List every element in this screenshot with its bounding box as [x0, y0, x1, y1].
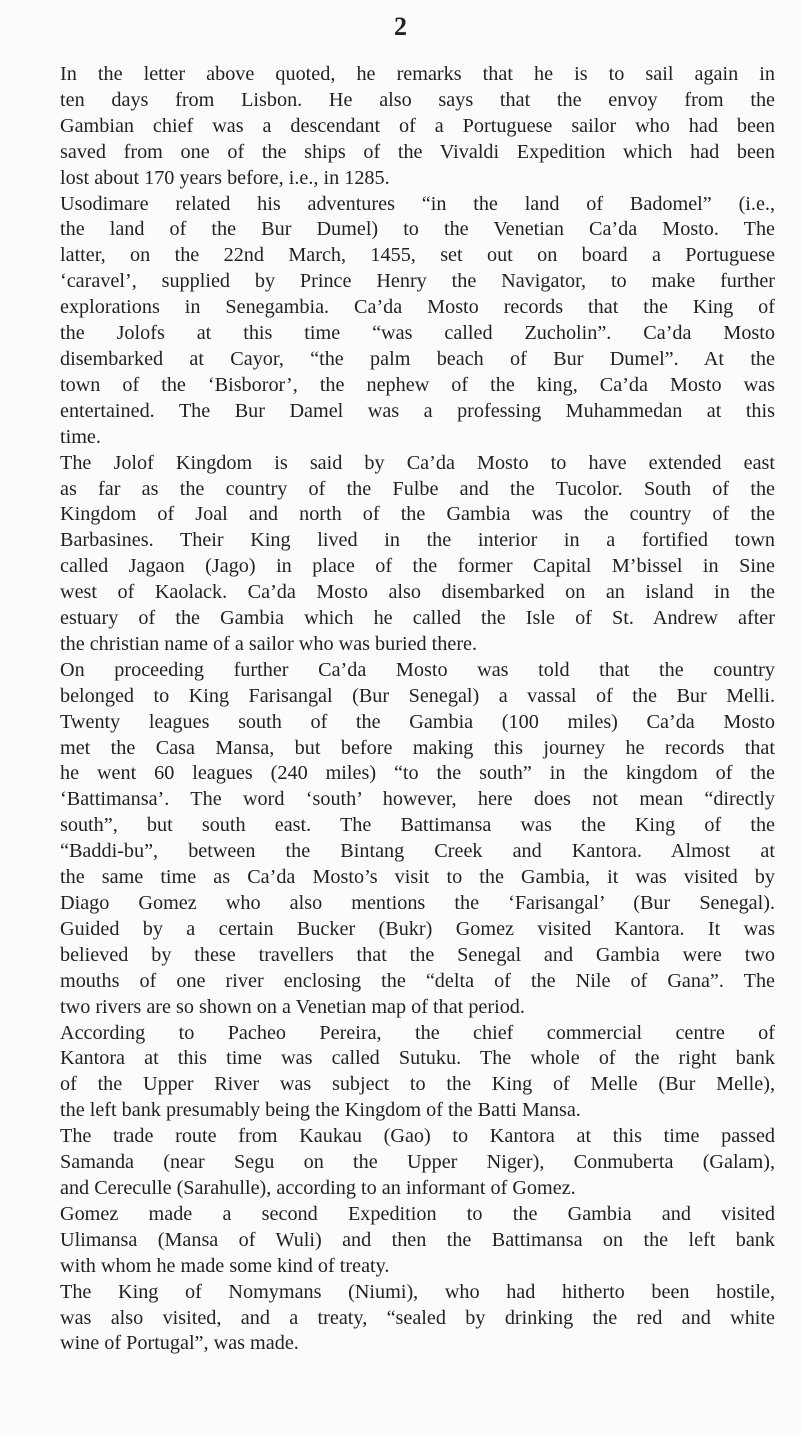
text-line: Guided by a certain Bucker (Bukr) Gomez visited Kantora. It was [60, 917, 775, 940]
body-text [60, 62, 775, 1357]
text-line: Kingdom of Joal and north of the Gambia was the country of the [60, 503, 775, 526]
text-line: Kantora at this time was called Sutuku. The whole of the right bank [60, 1047, 775, 1070]
text-line: wine of Portugal”, was made. [60, 1332, 299, 1355]
text-line: On proceeding further Ca’da Mosto was told that the country [60, 658, 775, 681]
text-line: According to Pacheo Pereira, the chief commercial centre of [60, 1021, 775, 1044]
text-line: Diago Gomez who also mentions the ‘Farisangal’ (Bur Senegal). [60, 892, 775, 914]
text-line: In the letter above quoted, he remarks that he is to sail again in [60, 63, 775, 85]
text-line: estuary of the Gambia which he called the Isle of St. Andrew after [60, 607, 775, 630]
text-line: the same time as Ca’da Mosto’s visit to the Gambia, it was visited by [60, 866, 775, 889]
text-line: Barbasines. Their King lived in the interior in a fortified town [60, 529, 775, 552]
text-line: Ulimansa (Mansa of Wuli) and then the Battimansa on the left bank [60, 1228, 775, 1251]
text-line: Usodimare related his adventures “in the land of Badomel” (i.e., [60, 192, 775, 215]
text-line: Gambian chief was a descendant of a Portuguese sailor who had been [60, 114, 775, 137]
text-line: the Jolofs at this time “was called Zucholin”. Ca’da Mosto [60, 322, 775, 345]
text-line: lost about 170 years before, i.e., in 1285. [60, 166, 390, 189]
text-line: latter, on the 22nd March, 1455, set out on board a Portuguese [60, 244, 775, 267]
text-line: ‘caravel’, supplied by Prince Henry the Navigator, to make further [60, 270, 775, 293]
text-line: The trade route from Kaukau (Gao) to Kantora at this time passed [60, 1125, 775, 1148]
text-line: time. [60, 425, 101, 448]
text-line: saved from one of the ships of the Vivaldi Expedition which had been [60, 140, 775, 163]
text-line: The King of Nomymans (Niumi), who had hitherto been hostile, [60, 1280, 775, 1303]
text-line: ten days from Lisbon. He also says that the envoy from the [60, 88, 775, 111]
text-line: “Baddi-bu”, between the Bintang Creek and Kantora. Almost at [60, 840, 775, 863]
text-line: and Cereculle (Sarahulle), according to an informant of Gomez. [60, 1176, 576, 1199]
text-line: called Jagaon (Jago) in place of the former Capital M’bissel in Sine [60, 555, 775, 578]
text-line: disembarked at Cayor, “the palm beach of Bur Dumel”. At the [60, 347, 775, 370]
text-line: Gomez made a second Expedition to the Gambia and visited [60, 1202, 775, 1225]
text-line: of the Upper River was subject to the King of Melle (Bur Melle), [60, 1073, 775, 1096]
text-line: belonged to King Farisangal (Bur Senegal) a vassal of the Bur Melli. [60, 684, 775, 707]
text-line: Twenty leagues south of the Gambia (100 miles) Ca’da Mosto [60, 710, 775, 733]
text-line: as far as the country of the Fulbe and the Tucolor. South of the [60, 477, 775, 500]
text-line: Samanda (near Segu on the Upper Niger), Conmuberta (Galam), [60, 1151, 775, 1174]
text-line: he went 60 leagues (240 miles) “to the south” in the kingdom of the [60, 762, 775, 785]
text-line: met the Casa Mansa, but before making this journey he records that [60, 736, 775, 759]
text-line: town of the ‘Bisboror’, the nephew of the king, Ca’da Mosto was [60, 373, 775, 396]
text-line: south”, but south east. The Battimansa was the King of the [60, 814, 775, 837]
text-line: believed by these travellers that the Senegal and Gambia were two [60, 943, 775, 966]
text-line: was also visited, and a treaty, “sealed by drinking the red and white [60, 1306, 775, 1329]
text-line: with whom he made some kind of treaty. [60, 1254, 390, 1277]
text-line: two rivers are so shown on a Venetian map of that period. [60, 995, 525, 1018]
text-line: west of Kaolack. Ca’da Mosto also disembarked on an island in the [60, 581, 775, 604]
text-line: the left bank presumably being the Kingdom of the Batti Mansa. [60, 1099, 581, 1122]
text-line: The Jolof Kingdom is said by Ca’da Mosto to have extended east [60, 451, 775, 474]
page-number: 2 [394, 12, 407, 41]
text-line: the christian name of a sailor who was buried there. [60, 632, 478, 655]
text-line: the land of the Bur Dumel) to the Venetian Ca’da Mosto. The [60, 218, 775, 241]
text-line: entertained. The Bur Damel was a professing Muhammedan at this [60, 399, 775, 422]
text-line: mouths of one river enclosing the “delta of the Nile of Gana”. The [60, 969, 775, 992]
text-line: ‘Battimansa’. The word ‘south’ however, here does not mean “directly [60, 788, 775, 811]
text-line: explorations in Senegambia. Ca’da Mosto records that the King of [60, 296, 775, 319]
